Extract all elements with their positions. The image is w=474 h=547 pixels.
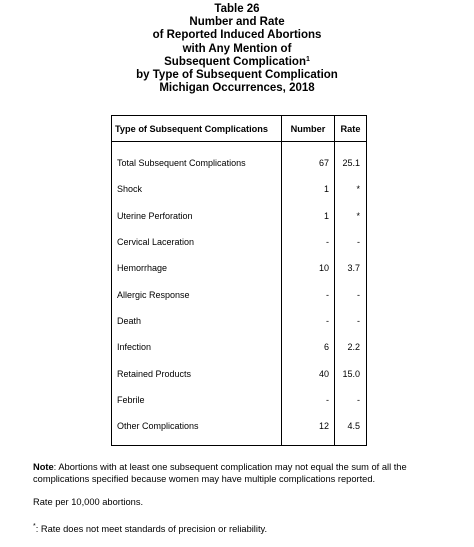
row-rate: 4.5 — [335, 413, 367, 439]
row-label: Shock — [112, 176, 282, 202]
row-number: - — [282, 281, 335, 307]
title-line-5 — [0, 56, 474, 69]
asterisk-footnote — [33, 521, 453, 536]
row-label: Uterine Perforation — [112, 203, 282, 229]
row-number: 67 — [282, 150, 335, 176]
notes-section — [33, 462, 453, 547]
row-rate: - — [335, 281, 367, 307]
row-rate: * — [335, 203, 367, 229]
footnote-marker: 1 — [305, 55, 310, 63]
table-row — [112, 387, 367, 413]
complications-table — [111, 115, 367, 446]
table-row — [112, 255, 367, 281]
row-number: 1 — [282, 203, 335, 229]
row-rate: 15.0 — [335, 360, 367, 386]
table-row — [112, 360, 367, 386]
table-header-row — [112, 116, 367, 142]
table-row — [112, 203, 367, 229]
title-line-2: Number and Rate — [189, 16, 285, 29]
table-spacer — [112, 142, 367, 151]
note-paragraph — [33, 462, 453, 485]
title-line-7: Michigan Occurrences, 2018 — [159, 82, 315, 95]
table-row — [112, 229, 367, 255]
asterisk-symbol: * — [33, 522, 36, 530]
row-number: 10 — [282, 255, 335, 281]
table-row — [112, 308, 367, 334]
row-number: - — [282, 387, 335, 413]
table-bottom-spacer — [112, 439, 367, 446]
title-line-1: Table 26 — [214, 3, 260, 15]
title-line-5-text: Subsequent Complication — [164, 55, 306, 68]
table-row — [112, 281, 367, 307]
header-number: Number — [282, 116, 335, 142]
row-rate: 3.7 — [335, 255, 367, 281]
row-rate: - — [335, 229, 367, 255]
row-number: 12 — [282, 413, 335, 439]
table-row — [112, 334, 367, 360]
row-label: Allergic Response — [112, 281, 282, 307]
row-number: 40 — [282, 360, 335, 386]
header-rate: Rate — [335, 116, 367, 142]
row-number: 1 — [282, 176, 335, 202]
row-rate: 25.1 — [335, 150, 367, 176]
title-line-6: by Type of Subsequent Complication — [136, 69, 338, 82]
row-label: Hemorrhage — [112, 255, 282, 281]
title-line-4: with Any Mention of — [182, 42, 292, 55]
table-row — [112, 150, 367, 176]
rate-definition: Rate per 10,000 abortions. — [33, 497, 144, 507]
row-label: Other Complications — [112, 413, 282, 439]
note-text: : Abortions with at least one subsequent complication may not equal the sum of all the complications specified because women may have multiple complications reported. — [33, 462, 407, 484]
row-number: 6 — [282, 334, 335, 360]
row-label: Total Subsequent Complications — [112, 150, 282, 176]
row-rate: - — [335, 387, 367, 413]
table-title — [0, 3, 474, 95]
row-rate: - — [335, 308, 367, 334]
row-rate: 2.2 — [335, 334, 367, 360]
title-line-3: of Reported Induced Abortions — [152, 29, 322, 42]
row-label: Death — [112, 308, 282, 334]
row-label: Infection — [112, 334, 282, 360]
row-label: Febrile — [112, 387, 282, 413]
row-number: - — [282, 229, 335, 255]
row-label: Retained Products — [112, 360, 282, 386]
table-row — [112, 176, 367, 202]
row-rate: * — [335, 176, 367, 202]
table-row — [112, 413, 367, 439]
row-label: Cervical Laceration — [112, 229, 282, 255]
row-number: - — [282, 308, 335, 334]
note-label: Note — [33, 462, 54, 472]
asterisk-text: : Rate does not meet standards of precision or reliability. — [35, 523, 268, 534]
header-type: Type of Subsequent Complications — [112, 116, 282, 142]
